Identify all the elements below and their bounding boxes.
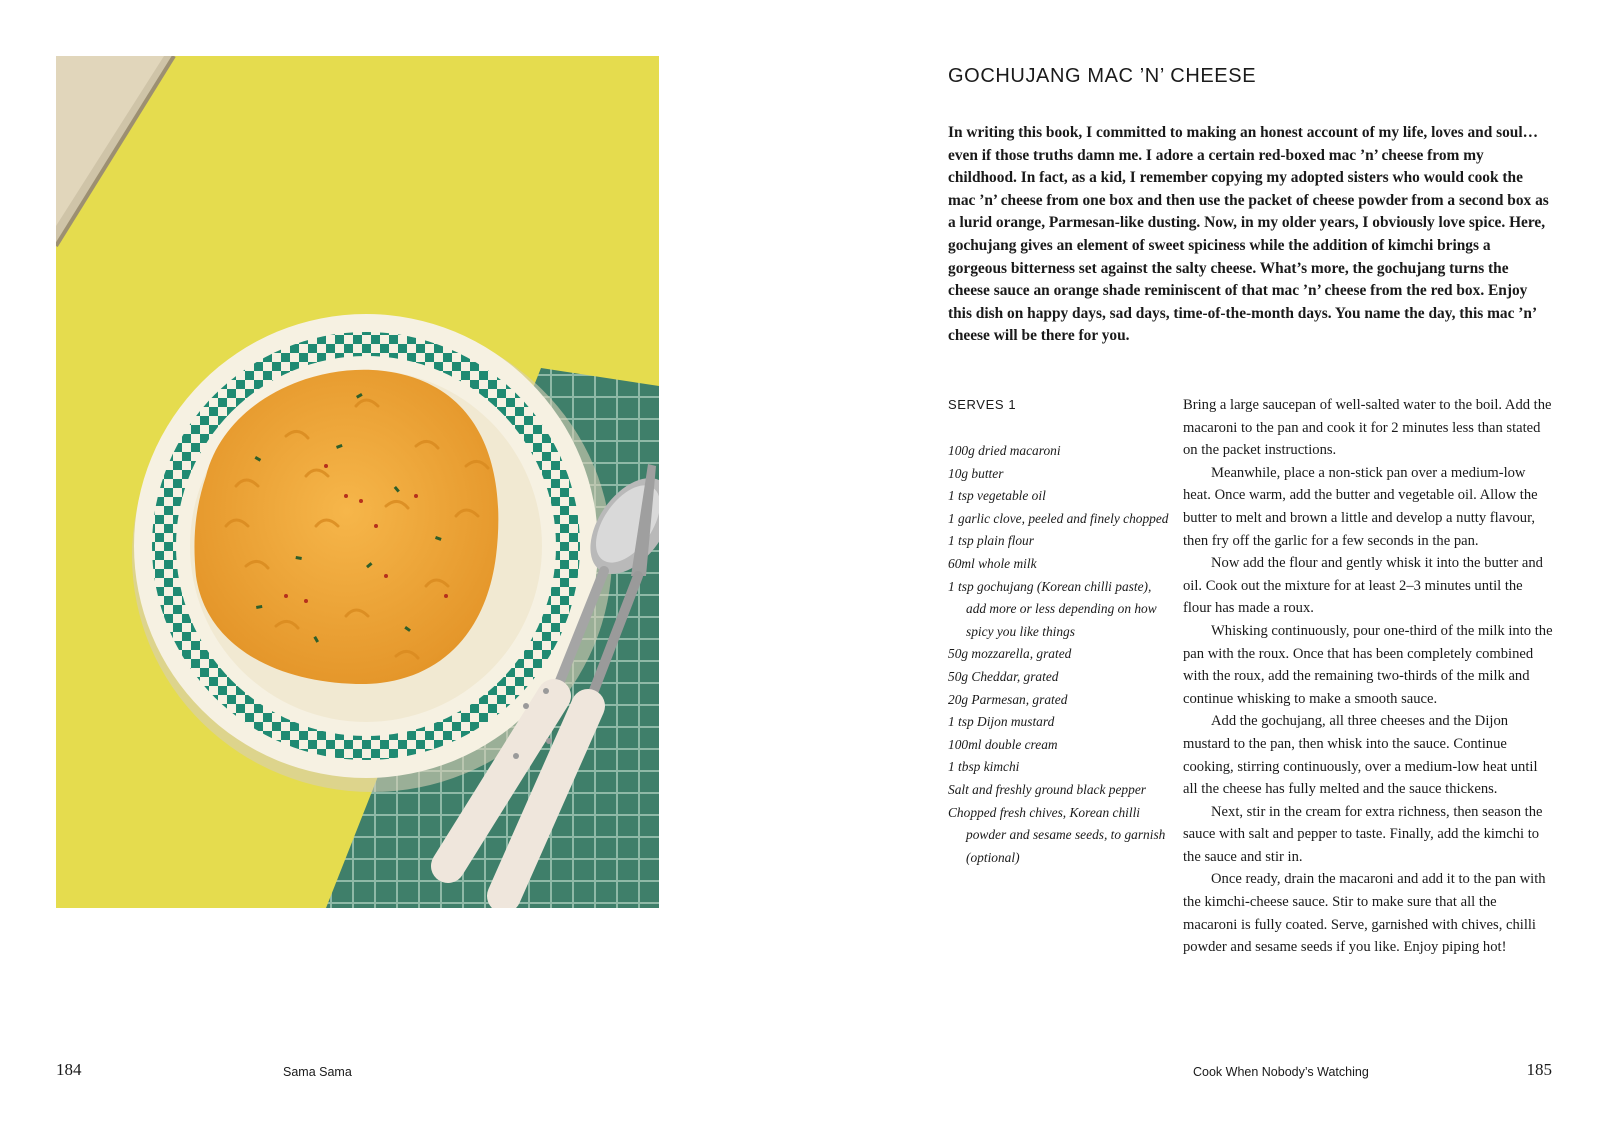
method-step: Once ready, drain the macaroni and add it to the pan with the kimchi-cheese sauce. Stir to make sure that all the macaroni is fully coated. Serve, garnished with chives, chilli powder and sesame seeds if you like. Enjoy piping hot! bbox=[1183, 871, 1546, 956]
ingredient-item: 1 tsp Dijon mustard bbox=[948, 714, 1055, 730]
left-page-number: 184 bbox=[56, 1060, 82, 1079]
ingredient-item: 1 tbsp kimchi bbox=[948, 759, 1020, 775]
ingredient-item: 1 tsp gochujang (Korean chilli paste), add more or less depending on how spicy you like things bbox=[948, 578, 1157, 639]
ingredients-list bbox=[948, 440, 1173, 869]
method-steps bbox=[1183, 394, 1553, 959]
ingredient-item: 50g Cheddar, grated bbox=[948, 668, 1059, 684]
ingredient-item: 60ml whole milk bbox=[948, 555, 1037, 571]
recipe-photo bbox=[56, 56, 659, 908]
ingredient-item: 1 tsp vegetable oil bbox=[948, 488, 1046, 504]
method-step: Meanwhile, place a non-stick pan over a medium-low heat. Once warm, add the butter and vegetable oil. Allow the butter to melt and brown a little and develop a nutty flavour, then fry off the garlic for a few seconds in the pan. bbox=[1183, 464, 1538, 549]
right-running-head: Cook When Nobody’s Watching bbox=[1193, 1065, 1369, 1079]
ingredient-item: 1 tsp plain flour bbox=[948, 533, 1034, 549]
ingredient-item: Salt and freshly ground black pepper bbox=[948, 781, 1146, 797]
ingredient-item: 20g Parmesan, grated bbox=[948, 691, 1068, 707]
ingredient-item: 1 garlic clove, peeled and finely chopped bbox=[948, 510, 1169, 526]
method-step: Next, stir in the cream for extra richness, then season the sauce with salt and pepper to taste. Finally, add the kimchi to the sauce and stir in. bbox=[1183, 803, 1543, 865]
method-step: Whisking continuously, pour one-third of the milk into the pan with the roux. Once that has been completely combined with the roux, add the remaining two-thirds of the milk and continue whisking to make a smooth sauce. bbox=[1183, 622, 1553, 707]
ingredient-item: 10g butter bbox=[948, 465, 1004, 481]
method-step: Now add the flour and gently whisk it into the butter and oil. Cook out the mixture for at least 2–3 minutes until the flour has made a roux. bbox=[1183, 555, 1543, 617]
ingredient-item: 100ml double cream bbox=[948, 736, 1058, 752]
ingredient-item: Chopped fresh chives, Korean chilli powder and sesame seeds, to garnish (optional) bbox=[948, 804, 1166, 865]
mac-and-cheese-photo bbox=[56, 56, 659, 908]
ingredient-item: 100g dried macaroni bbox=[948, 443, 1061, 458]
ingredient-item: 50g mozzarella, grated bbox=[948, 646, 1072, 662]
recipe-title: GOCHUJANG MAC ’N’ CHEESE bbox=[948, 65, 1257, 88]
serves-label: SERVES 1 bbox=[948, 397, 1017, 412]
left-running-head: Sama Sama bbox=[283, 1065, 352, 1079]
right-page-number: 185 bbox=[1526, 1060, 1552, 1079]
method-step: Add the gochujang, all three cheeses and the Dijon mustard to the pan, then whisk into the sauce. Continue cooking, stirring continuously, over a medium-low heat until all the cheese has fully melted and the sauce thickens. bbox=[1183, 713, 1538, 798]
recipe-intro: In writing this book, I committed to making an honest account of my life, loves and soul… even if those truths damn me. I adore a certain red-boxed mac ’n’ cheese from my childhood. In fact, as a kid, I remember copying my adopted sisters who would cook the mac ’n’ cheese from one box and then use the packet of cheese powder from a second box as a lurid orange, Parmesan-like dusting. Now, in my older years, I obviously love spice. Here, gochujang gives an element of sweet spiciness while the addition of kimchi brings a gorgeous bitterness set against the salty cheese. What’s more, the gochujang turns the cheese sauce an orange shade reminiscent of that mac ’n’ cheese from the red box. Enjoy this dish on happy days, sad days, time-of-the-month days. You name the day, this mac ’n’ cheese will be there for you. bbox=[948, 124, 1549, 345]
method-step: Bring a large saucepan of well-salted water to the boil. Add the macaroni to the pan and cook it for 2 minutes less than stated on the packet instructions. bbox=[1183, 397, 1552, 459]
